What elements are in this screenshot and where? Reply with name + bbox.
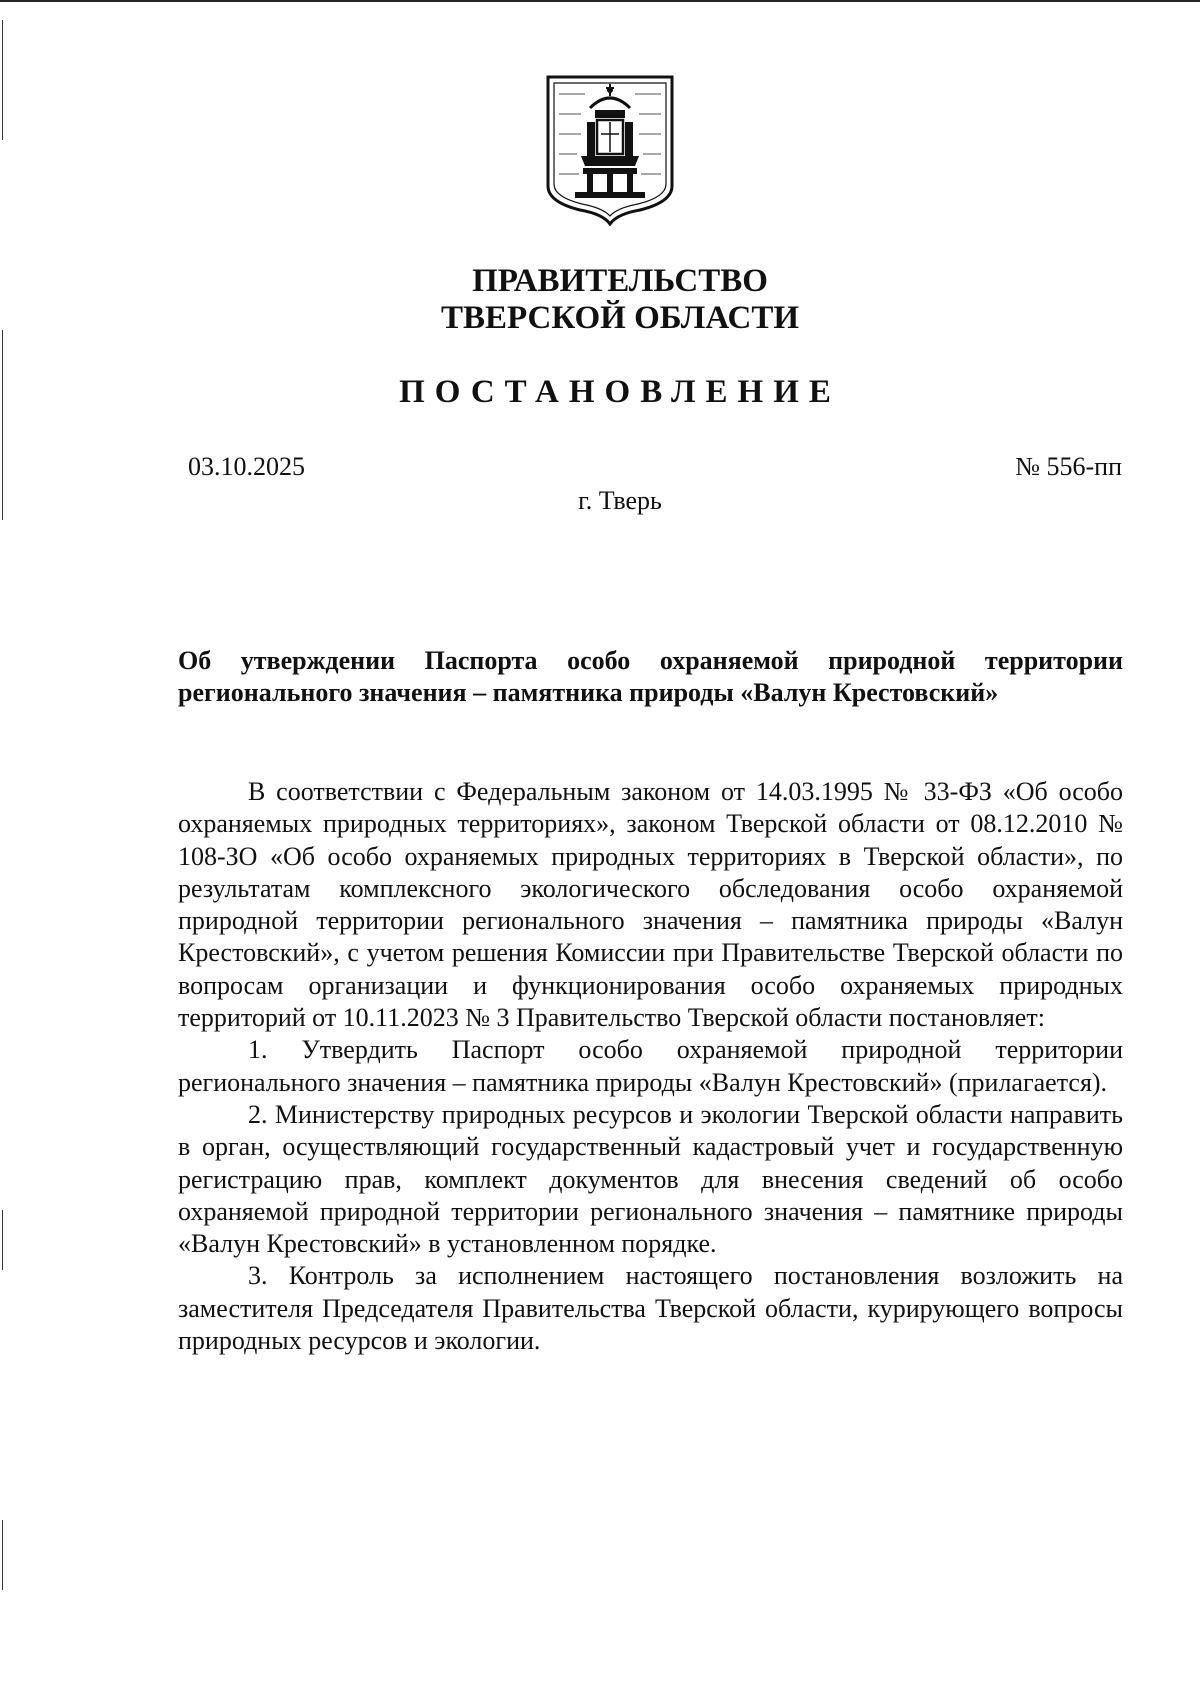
document-date: 03.10.2025 (188, 452, 305, 481)
scan-edge-mark (2, 1520, 3, 1590)
document-city: г. Тверь (578, 486, 662, 515)
scan-edge-mark (2, 20, 3, 140)
resolution-item-1: 1. Утвердить Паспорт особо охраняемой природной территории регионального значения – памятника природы «Валун Крестовский» (прилагается). (178, 1035, 1123, 1097)
organization-name-line1: ПРАВИТЕЛЬСТВО (472, 263, 768, 299)
document-body (178, 776, 1123, 1357)
resolution-item-3: 3. Контроль за исполнением настоящего постановления возложить на заместителя Председателя Правительства Тверской области, курирующего вопросы природных ресурсов и экологии. (178, 1261, 1123, 1356)
tver-region-coat-of-arms-icon (545, 74, 675, 226)
scan-edge-mark (2, 1210, 3, 1270)
preamble-paragraph: В соответствии с Федеральным законом от 14.03.1995 № 33-ФЗ «Об особо охраняемых природных территориях», законом Тверской области от 08.12.2010 № 108-ЗО «Об особо охраняемых природных территориях в Тверской области», по результатам комплексного экологического обследования особо охраняемой природной территории регионального значения – памятника природы «Валун Крестовский», с учетом решения Комиссии при Правительстве Тверской области по вопросам организации и функционирования особо охраняемых природных территорий от 10.11.2023 № 3 Правительство Тверской области постановляет: (178, 777, 1123, 1033)
scan-top-border (0, 0, 1200, 2)
document-title: Об утверждении Паспорта особо охраняемой природной территории регионального значения – памятника природы «Валун Крестовский» (178, 646, 1123, 707)
document-number: № 556-пп (1015, 452, 1122, 481)
resolution-item-2: 2. Министерству природных ресурсов и экологии Тверской области направить в орган, осуществляющий государственный кадастровый учет и государственную регистрацию прав, комплект документов для внесения сведений об особо охраняемой природной территории регионального значения – памятнике природы «Валун Крестовский» в установленном порядке. (178, 1099, 1123, 1259)
document-type: ПОСТАНОВЛЕНИЕ (399, 374, 841, 410)
organization-name-line2: ТВЕРСКОЙ ОБЛАСТИ (440, 300, 800, 336)
